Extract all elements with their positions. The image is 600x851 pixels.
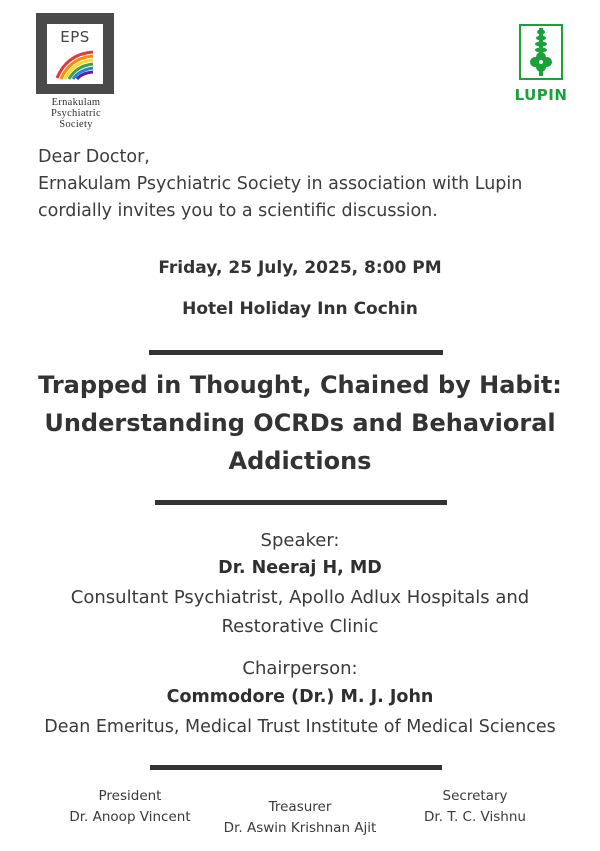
- treasurer-title: Treasurer: [268, 799, 332, 815]
- lupin-flower-icon: [519, 24, 563, 80]
- event-venue: Hotel Holiday Inn Cochin: [182, 299, 418, 319]
- secretary-title: Secretary: [442, 788, 508, 804]
- speaker-role-line-1: Consultant Psychiatrist, Apollo Adlux Hospitals and: [70, 587, 530, 608]
- chairperson-label: Chairperson:: [242, 658, 358, 679]
- speaker-role-line-2: Restorative Clinic: [221, 616, 379, 637]
- talk-title: Trapped in Thought, Chained by Habit: Understanding OCRDs and Behavioral Addictions: [38, 371, 562, 475]
- treasurer-name: Dr. Aswin Krishnan Ajit: [223, 820, 377, 836]
- rainbow-icon: [55, 48, 95, 80]
- divider: [155, 500, 447, 505]
- divider: [149, 350, 443, 355]
- chairperson-name: Commodore (Dr.) M. J. John: [166, 687, 434, 707]
- chairperson-role: Dean Emeritus, Medical Trust Institute of Medical Sciences: [44, 717, 556, 737]
- secretary-name: Dr. T. C. Vishnu: [424, 809, 526, 825]
- president-block: [40, 786, 220, 828]
- invitation-intro: [38, 144, 578, 225]
- intro-line-1: Ernakulam Psychiatric Society in association with Lupin: [38, 174, 523, 194]
- event-datetime: Friday, 25 July, 2025, 8:00 PM: [158, 258, 442, 278]
- secretary-block: [385, 786, 565, 828]
- speaker-label: Speaker:: [260, 530, 340, 551]
- eps-society-name: Ernakulam Psychiatric Society: [51, 97, 101, 130]
- treasurer-block: [200, 797, 400, 839]
- eps-abbreviation: EPS: [60, 27, 90, 46]
- speaker-name: Dr. Neeraj H, MD: [218, 558, 382, 578]
- president-title: President: [98, 788, 162, 804]
- lupin-wordmark: LUPIN: [514, 86, 568, 104]
- salutation: Dear Doctor,: [38, 147, 150, 167]
- divider: [150, 765, 442, 770]
- eps-logo-box: [36, 13, 114, 94]
- intro-line-2: cordially invites you to a scientific discussion.: [38, 201, 438, 221]
- lupin-logo: [506, 24, 576, 104]
- eps-logo: [36, 13, 116, 130]
- president-name: Dr. Anoop Vincent: [69, 809, 191, 825]
